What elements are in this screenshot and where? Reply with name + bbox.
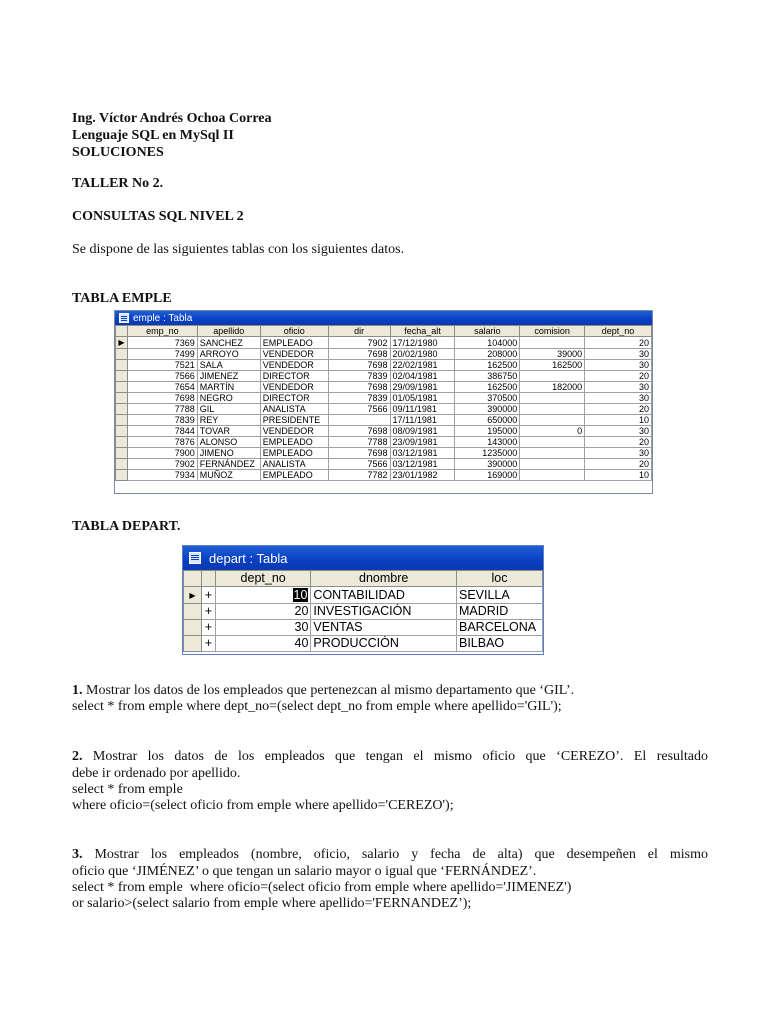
table-cell: 30: [585, 426, 652, 437]
table-cell: 7698: [328, 448, 390, 459]
table-cell: EMPLEADO: [260, 337, 328, 349]
exercise-3-number: 3.: [72, 847, 83, 862]
table-cell: 7788: [328, 437, 390, 448]
table-cell: 7499: [127, 349, 197, 360]
row-selector[interactable]: [116, 437, 128, 448]
table-row[interactable]: [184, 604, 543, 620]
table-row[interactable]: [116, 415, 652, 426]
row-selector[interactable]: [116, 337, 128, 349]
column-header-comision: comision: [520, 326, 585, 337]
column-header-fecha-alt: fecha_alt: [390, 326, 455, 337]
cell-value: 40: [294, 636, 309, 650]
row-selector[interactable]: [116, 382, 128, 393]
cell-value: SEVILLA: [459, 587, 510, 602]
table-cell: ANALISTA: [260, 404, 328, 415]
table-row[interactable]: [116, 349, 652, 360]
table-cell: 22/02/1981: [390, 360, 455, 371]
table-cell: 7698: [328, 360, 390, 371]
exercise-1-question: [72, 682, 574, 699]
row-selector[interactable]: [116, 360, 128, 371]
table-cell: GIL: [197, 404, 260, 415]
table-cell: 10: [585, 415, 652, 426]
row-selector[interactable]: [116, 415, 128, 426]
table-cell: 0: [520, 426, 585, 437]
table-cell: 162500: [520, 360, 585, 371]
column-header-dir: dir: [328, 326, 390, 337]
table-cell: 386750: [455, 371, 520, 382]
course-title: Lenguaje SQL en MySql II: [72, 128, 234, 143]
column-header-apellido: apellido: [197, 326, 260, 337]
table-cell: 7566: [328, 404, 390, 415]
table-row[interactable]: [116, 426, 652, 437]
depart-table-window: [182, 545, 544, 655]
emple-table: [115, 325, 652, 481]
exercise-2-sql-line-2: where oficio=(select oficio from emple where apellido='CEREZO');: [72, 798, 454, 813]
table-cell: SALA: [197, 360, 260, 371]
table-cell: 370500: [455, 393, 520, 404]
table-cell: 7698: [328, 349, 390, 360]
table-cell: 17/11/1981: [390, 415, 455, 426]
exercise-2-question-line-2: debe ir ordenado por apellido.: [72, 766, 241, 781]
table-cell: 7934: [127, 470, 197, 481]
column-header-salario: salario: [455, 326, 520, 337]
row-selector-header: [184, 571, 202, 587]
table-row[interactable]: [116, 470, 652, 481]
table-cell: JIMENEZ: [197, 371, 260, 382]
depart-window-title: depart : Tabla: [209, 550, 288, 566]
table-cell: 7788: [127, 404, 197, 415]
cell-value: CONTABILIDAD: [313, 587, 405, 602]
table-cell: [328, 415, 390, 426]
table-cell: [457, 587, 543, 604]
table-cell: 01/05/1981: [390, 393, 455, 404]
exercise-2-question-line-1: [72, 748, 708, 765]
table-cell: [520, 371, 585, 382]
table-cell: [457, 604, 543, 620]
table-cell: VENDEDOR: [260, 382, 328, 393]
expand-column-header: [201, 571, 215, 587]
table-row[interactable]: [116, 459, 652, 470]
table-cell: 7566: [328, 459, 390, 470]
table-cell: 650000: [455, 415, 520, 426]
current-record-arrow-icon: ▶: [118, 338, 125, 347]
table-cell: [311, 636, 457, 652]
table-cell: 7902: [127, 459, 197, 470]
table-cell: 208000: [455, 349, 520, 360]
cell-value: INVESTIGACIÓN: [313, 604, 412, 618]
table-cell: VENDEDOR: [260, 349, 328, 360]
row-selector[interactable]: [116, 459, 128, 470]
table-cell: [457, 636, 543, 652]
table-cell: 20/02/1980: [390, 349, 455, 360]
table-cell: 7902: [328, 337, 390, 349]
row-selector[interactable]: [184, 587, 202, 604]
cell-value: 20: [294, 604, 309, 618]
table-cell: EMPLEADO: [260, 470, 328, 481]
expand-subdatasheet-icon[interactable]: +: [201, 620, 215, 636]
table-cell: 17/12/1980: [390, 337, 455, 349]
table-cell: [311, 604, 457, 620]
table-cell: [520, 393, 585, 404]
cell-value: 30: [294, 620, 309, 634]
table-cell: [215, 604, 311, 620]
intro-paragraph: Se dispone de las siguientes tablas con los siguientes datos.: [72, 242, 405, 257]
table-cell: [457, 620, 543, 636]
table-cell: 162500: [455, 382, 520, 393]
table-cell: NEGRO: [197, 393, 260, 404]
table-cell: 20: [585, 459, 652, 470]
depart-window-titlebar: [183, 546, 543, 570]
table-cell: 23/09/1981: [390, 437, 455, 448]
table-cell: 10: [585, 470, 652, 481]
column-header-emp-no: emp_no: [127, 326, 197, 337]
exercise-2-sql-line-1: select * from emple: [72, 782, 183, 797]
exercise-1-sql-line-1: select * from emple where dept_no=(select dept_no from emple where apellido='GIL');: [72, 699, 562, 714]
table-cell: 30: [585, 349, 652, 360]
cell-value: BARCELONA: [459, 620, 537, 634]
table-cell: 169000: [455, 470, 520, 481]
table-row[interactable]: [116, 382, 652, 393]
table-cell: [520, 448, 585, 459]
table-cell: 1235000: [455, 448, 520, 459]
exercise-1-number: 1.: [72, 683, 83, 698]
table-row[interactable]: [184, 636, 543, 652]
depart-table: [183, 570, 543, 652]
table-cell: 30: [585, 393, 652, 404]
cell-value: MADRID: [459, 604, 509, 618]
table-cell: DIRECTOR: [260, 371, 328, 382]
table-row[interactable]: [116, 371, 652, 382]
column-header-loc: loc: [457, 571, 543, 587]
column-header-oficio: oficio: [260, 326, 328, 337]
table-cell: 195000: [455, 426, 520, 437]
table-cell: 390000: [455, 404, 520, 415]
table-cell: 7698: [328, 426, 390, 437]
cell-value: BILBAO: [459, 636, 505, 650]
table-cell: REY: [197, 415, 260, 426]
table-cell: EMPLEADO: [260, 448, 328, 459]
column-header-dnombre: dnombre: [311, 571, 457, 587]
table-cell: 162500: [455, 360, 520, 371]
table-cell: 7782: [328, 470, 390, 481]
table-cell: ANALISTA: [260, 459, 328, 470]
emple-heading: TABLA EMPLE: [72, 291, 172, 306]
table-cell: 30: [585, 382, 652, 393]
row-selector[interactable]: [116, 371, 128, 382]
table-cell: 7839: [328, 393, 390, 404]
table-cell: [520, 415, 585, 426]
row-selector[interactable]: [184, 620, 202, 636]
table-row[interactable]: [116, 337, 652, 349]
table-cell: 7654: [127, 382, 197, 393]
table-row[interactable]: [184, 587, 543, 604]
table-cell: [520, 459, 585, 470]
workshop-number: TALLER No 2.: [72, 176, 164, 191]
depart-heading: TABLA DEPART.: [72, 519, 181, 534]
row-selector[interactable]: [184, 636, 202, 652]
table-cell: 7900: [127, 448, 197, 459]
table-cell: PRESIDENTE: [260, 415, 328, 426]
table-cell: 20: [585, 404, 652, 415]
table-cell: [311, 587, 457, 604]
table-icon: [189, 552, 201, 564]
row-selector-header: [116, 326, 128, 337]
table-cell: VENDEDOR: [260, 360, 328, 371]
exercise-2-question-text-1: Mostrar los datos de los empleados que tengan el mismo oficio que ‘CEREZO’. El resultado: [92, 749, 709, 764]
table-cell: 08/09/1981: [390, 426, 455, 437]
table-cell: 09/11/1981: [390, 404, 455, 415]
table-cell: 7369: [127, 337, 197, 349]
exercise-3-sql-line-2: or salario>(select salario from emple where apellido='FERNANDEZ’);: [72, 896, 472, 911]
table-cell: 7566: [127, 371, 197, 382]
table-cell: 02/04/1981: [390, 371, 455, 382]
table-cell: 29/09/1981: [390, 382, 455, 393]
table-row[interactable]: [116, 404, 652, 415]
current-record-arrow-icon: ▶: [189, 591, 196, 600]
table-cell: 7844: [127, 426, 197, 437]
table-cell: 03/12/1981: [390, 459, 455, 470]
table-cell: 20: [585, 371, 652, 382]
table-cell: 182000: [520, 382, 585, 393]
column-header-dept-no: dept_no: [215, 571, 311, 587]
emple-table-window: [114, 310, 653, 494]
expand-subdatasheet-icon[interactable]: +: [201, 636, 215, 652]
table-cell: TOVAR: [197, 426, 260, 437]
table-cell: 390000: [455, 459, 520, 470]
table-cell: 20: [585, 437, 652, 448]
table-cell: JIMENO: [197, 448, 260, 459]
column-header-dept-no: dept_no: [585, 326, 652, 337]
table-cell: ALONSO: [197, 437, 260, 448]
row-selector[interactable]: [184, 604, 202, 620]
table-cell: 7876: [127, 437, 197, 448]
table-row[interactable]: [184, 620, 543, 636]
cell-value: VENTAS: [313, 620, 363, 634]
table-cell: [215, 636, 311, 652]
table-cell: 30: [585, 448, 652, 459]
author-name: Ing. Víctor Andrés Ochoa Correa: [72, 111, 272, 126]
cell-value: 10: [293, 587, 308, 602]
table-cell: [215, 620, 311, 636]
table-cell: [215, 587, 311, 604]
exercise-2-number: 2.: [72, 749, 83, 764]
exercise-3-sql-line-1: select * from emple where oficio=(select oficio from emple where apellido='JIMENEZ'): [72, 880, 572, 895]
table-cell: MUÑOZ: [197, 470, 260, 481]
row-selector[interactable]: [116, 349, 128, 360]
table-cell: 7839: [127, 415, 197, 426]
cell-value: PRODUCCIÓN: [313, 636, 399, 650]
document-subtitle: SOLUCIONES: [72, 145, 164, 160]
topic-heading: CONSULTAS SQL NIVEL 2: [72, 209, 244, 224]
table-cell: 7698: [328, 382, 390, 393]
table-cell: 20: [585, 337, 652, 349]
table-cell: 39000: [520, 349, 585, 360]
exercise-3-question-line-1: [72, 846, 708, 863]
table-row[interactable]: [116, 360, 652, 371]
row-selector[interactable]: [116, 393, 128, 404]
table-cell: EMPLEADO: [260, 437, 328, 448]
exercise-1-question-line-1: Mostrar los datos de los empleados que pertenezcan al mismo departamento que ‘GIL’.: [86, 683, 575, 698]
exercise-3-question-text-1: Mostrar los empleados (nombre, oficio, salario y fecha de alta) que desempeñen el mismo: [94, 847, 708, 862]
row-selector[interactable]: [116, 404, 128, 415]
table-cell: 30: [585, 360, 652, 371]
row-selector[interactable]: [116, 448, 128, 459]
table-cell: FERNÁNDEZ: [197, 459, 260, 470]
table-row[interactable]: [116, 437, 652, 448]
table-cell: MARTÍN: [197, 382, 260, 393]
table-cell: 7698: [127, 393, 197, 404]
table-cell: [520, 337, 585, 349]
table-cell: [520, 470, 585, 481]
table-icon: [119, 313, 129, 323]
table-row[interactable]: [116, 448, 652, 459]
expand-subdatasheet-icon[interactable]: +: [201, 587, 215, 604]
table-cell: 03/12/1981: [390, 448, 455, 459]
table-cell: [311, 620, 457, 636]
row-selector[interactable]: [116, 426, 128, 437]
table-cell: ARROYO: [197, 349, 260, 360]
table-row[interactable]: [116, 393, 652, 404]
table-cell: SANCHEZ: [197, 337, 260, 349]
table-cell: 7521: [127, 360, 197, 371]
table-cell: DIRECTOR: [260, 393, 328, 404]
expand-subdatasheet-icon[interactable]: +: [201, 604, 215, 620]
row-selector[interactable]: [116, 470, 128, 481]
table-cell: 143000: [455, 437, 520, 448]
table-cell: [520, 437, 585, 448]
table-cell: 7839: [328, 371, 390, 382]
table-cell: 23/01/1982: [390, 470, 455, 481]
emple-window-title: emple : Tabla: [133, 312, 193, 324]
table-cell: VENDEDOR: [260, 426, 328, 437]
table-cell: 104000: [455, 337, 520, 349]
exercise-3-question-line-2: oficio que ‘JIMÉNEZ’ o que tengan un salario mayor o igual que ‘FERNÁNDEZ’.: [72, 864, 537, 879]
emple-window-titlebar: [115, 311, 652, 325]
table-cell: [520, 404, 585, 415]
